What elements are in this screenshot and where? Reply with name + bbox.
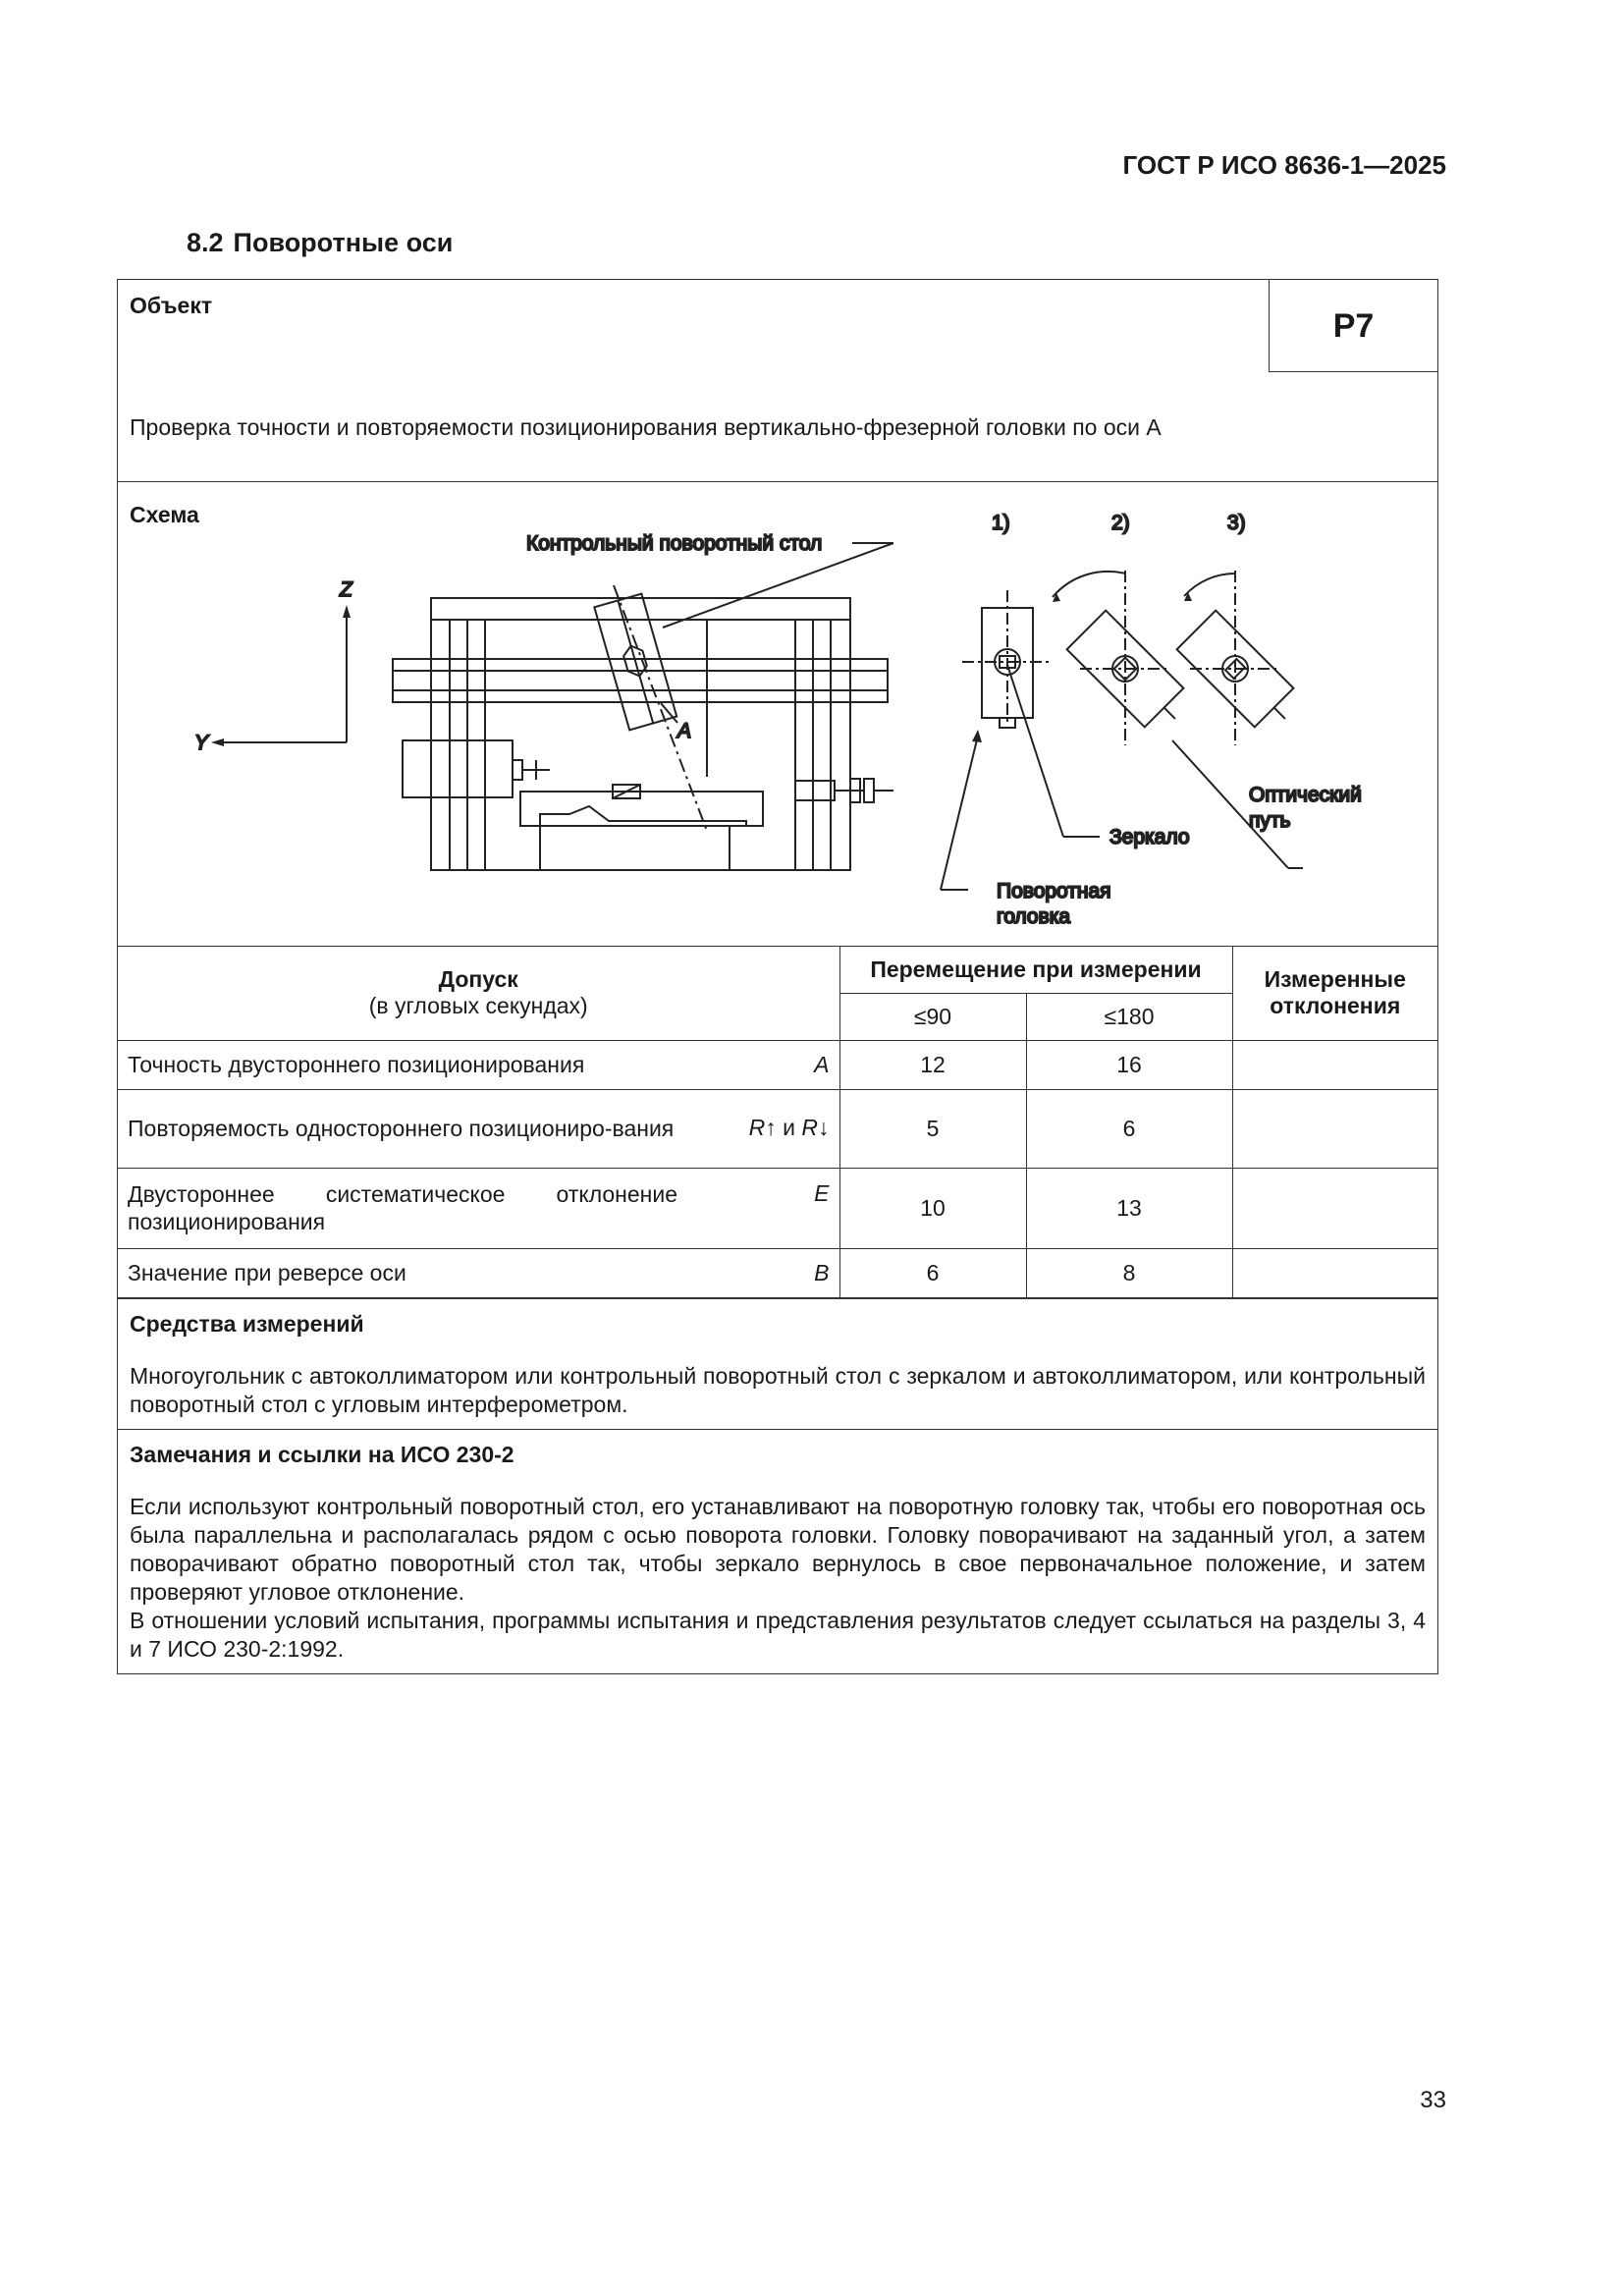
row-value-90: 10 bbox=[839, 1168, 1026, 1248]
row-value-180: 16 bbox=[1026, 1040, 1232, 1089]
row-symbol-up: R↑ bbox=[748, 1115, 777, 1140]
position-3-drawing bbox=[1177, 571, 1305, 745]
row-name: Двустороннее систематическое отклонение позиционирования bbox=[128, 1181, 677, 1234]
row-name-cell bbox=[118, 1089, 839, 1168]
row-symbol: B bbox=[814, 1259, 830, 1285]
row-measured-cell bbox=[1232, 1040, 1437, 1089]
schema-label: Схема bbox=[130, 502, 199, 527]
row-name: Значение при реверсе оси bbox=[128, 1259, 406, 1285]
row-symbol-and: и bbox=[776, 1115, 802, 1140]
axis-y-label: Y bbox=[194, 732, 209, 754]
remarks-text-2: В отношении условий испытания, программы испытания и представления результатов следует ссылаться на разделы 3, 4 и 7 ИСО 230-2:1992. bbox=[130, 1607, 1426, 1662]
row-name: Точность двустороннего позиционирования bbox=[128, 1051, 585, 1077]
position-1-drawing bbox=[962, 590, 1053, 728]
movement-col-180: ≤180 bbox=[1026, 993, 1232, 1040]
section-title: Поворотные оси bbox=[233, 228, 454, 257]
remarks-block bbox=[118, 1430, 1437, 1673]
tolerance-header-cell bbox=[118, 947, 839, 1040]
table-row bbox=[118, 1089, 1437, 1168]
axis-a-label: A bbox=[677, 720, 692, 742]
position-1-label: 1) bbox=[992, 512, 1010, 534]
remarks-text-1: Если используют контрольный поворотный стол, его устанавливают на поворотную головку так, чтобы его поворотная ось была параллельна и располагалась рядом с осью поворота головки. Головку поворачивают на заданный угол, а затем поворачивают обратно поворотный стол так, чтобы зеркало вернулось в свое первоначальное положение, и затем проверяют угловое отклонение. bbox=[130, 1493, 1426, 1605]
row-value-180: 8 bbox=[1026, 1248, 1232, 1297]
row-symbol: E bbox=[814, 1180, 830, 1206]
optical-path-label-line2: путь bbox=[1249, 809, 1291, 832]
movement-col-90: ≤90 bbox=[839, 993, 1026, 1040]
document-id: ГОСТ Р ИСО 8636-1—2025 bbox=[1122, 150, 1446, 180]
instruments-block bbox=[118, 1299, 1437, 1430]
schema-block bbox=[118, 482, 1437, 947]
page-number: 33 bbox=[1420, 2087, 1446, 2113]
row-name-cell bbox=[118, 1248, 839, 1297]
table-row bbox=[118, 1248, 1437, 1297]
remarks-label: Замечания и ссылки на ИСО 230-2 bbox=[130, 1441, 514, 1467]
section-number: 8.2 bbox=[187, 228, 224, 257]
row-name-cell bbox=[118, 1040, 839, 1089]
measured-deviations-header: Измеренные отклонения bbox=[1232, 947, 1437, 1040]
row-value-90: 5 bbox=[839, 1089, 1026, 1168]
row-value-90: 6 bbox=[839, 1248, 1026, 1297]
optical-path-label-line1: Оптический bbox=[1249, 784, 1362, 806]
axis-indicator bbox=[211, 605, 351, 746]
row-symbol bbox=[749, 1115, 830, 1141]
object-block bbox=[118, 280, 1437, 482]
table-row bbox=[118, 1168, 1437, 1248]
position-2-drawing bbox=[1053, 571, 1195, 745]
movement-header: Перемещение при измерении bbox=[839, 947, 1232, 993]
position-3-label: 3) bbox=[1227, 512, 1246, 534]
test-code: P7 bbox=[1269, 280, 1437, 372]
row-symbol: A bbox=[814, 1051, 830, 1077]
section-heading bbox=[187, 228, 453, 258]
row-value-180: 13 bbox=[1026, 1168, 1232, 1248]
rotary-table-label: Контрольный поворотный стол bbox=[526, 532, 823, 555]
position-2-label: 2) bbox=[1111, 512, 1130, 534]
row-name-cell bbox=[118, 1168, 839, 1248]
machine-drawing bbox=[393, 585, 893, 870]
row-measured-cell bbox=[1232, 1089, 1437, 1168]
tolerance-block bbox=[118, 947, 1437, 1299]
rotary-head-label-line1: Поворотная bbox=[997, 880, 1111, 902]
axis-z-label: Z bbox=[340, 578, 352, 601]
tolerance-header-sub: (в угловых секундах) bbox=[368, 993, 588, 1019]
row-measured-cell bbox=[1232, 1248, 1437, 1297]
test-card bbox=[117, 279, 1438, 1674]
instruments-label: Средства измерений bbox=[130, 1310, 364, 1337]
row-symbol-down: R↓ bbox=[801, 1115, 830, 1140]
object-label: Объект bbox=[130, 293, 213, 318]
mirror-label: Зеркало bbox=[1109, 826, 1190, 848]
tolerance-table bbox=[118, 947, 1437, 1298]
table-row bbox=[118, 1040, 1437, 1089]
schema-diagram bbox=[118, 482, 1437, 947]
row-measured-cell bbox=[1232, 1168, 1437, 1248]
row-value-90: 12 bbox=[839, 1040, 1026, 1089]
rotary-head-label-line2: головка bbox=[997, 905, 1071, 928]
row-name: Повторяемость одностороннего позициониро-вания bbox=[128, 1116, 675, 1141]
row-value-180: 6 bbox=[1026, 1089, 1232, 1168]
tolerance-header-title: Допуск bbox=[438, 966, 518, 993]
instruments-text: Многоугольник с автоколлиматором или контрольный поворотный стол с зеркалом и автоколлиматором, или контрольный поворотный стол с угловым интерферометром. bbox=[130, 1362, 1426, 1417]
object-text: Проверка точности и повторяемости позиционирования вертикально-фрезерной головки по оси A bbox=[130, 414, 1162, 440]
